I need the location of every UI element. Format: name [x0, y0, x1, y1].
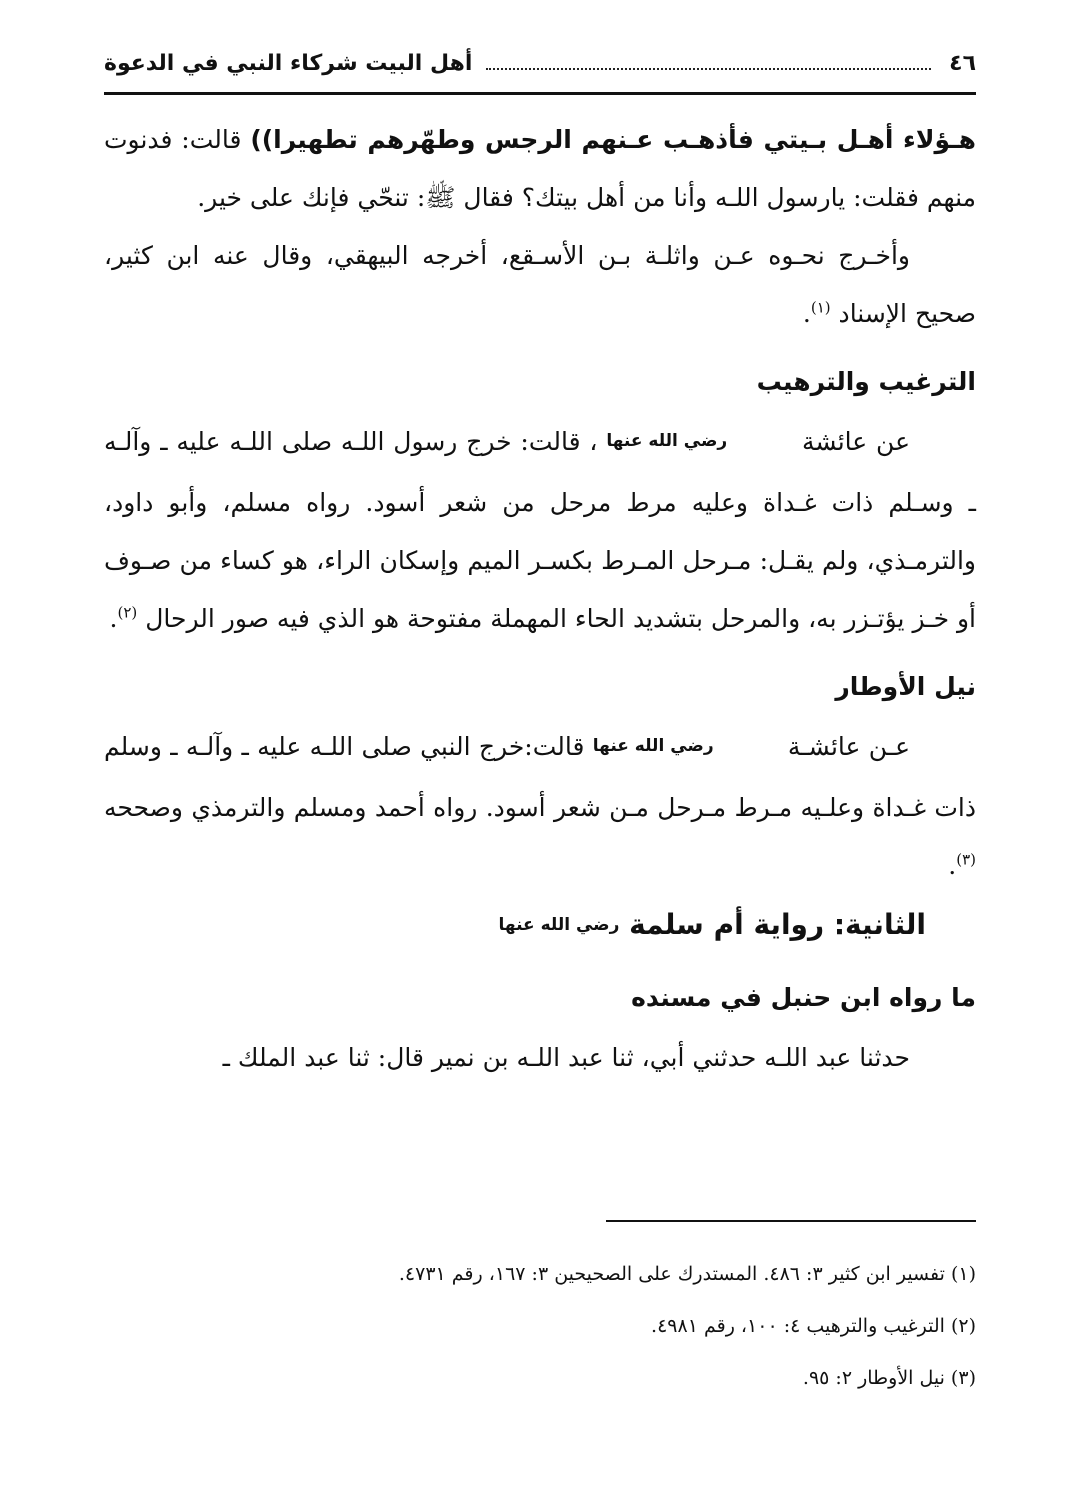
- paragraph-end: .: [948, 851, 957, 880]
- footnote-1: (١) تفسير ابن كثير ٣: ٤٨٦. المستدرك على الصحيحين ٣: ١٦٧، رقم ٤٧٣١.: [398, 1263, 976, 1285]
- paragraph-nayl: [104, 718, 976, 895]
- paragraph-end: .: [802, 299, 811, 328]
- running-header: [104, 40, 976, 86]
- paragraph-targhib: [104, 413, 976, 648]
- footnote-ref-3[interactable]: (٣): [956, 850, 976, 869]
- paragraph-text: وأخـرج نحـوه عـن واثلـة بـن الأسـقع، أخرجه البيهقي، وقال عنه ابن كثير، صحيح الإسناد: [104, 241, 976, 328]
- footnote-3: (٣) نيل الأوطار ٢: ٩٥.: [802, 1367, 976, 1389]
- paragraph-musnad: حدثنا عبد اللـه حدثني أبي، ثنا عبد اللـه بن نمير قال: ثنا عبد الملك ـ: [222, 1043, 910, 1072]
- footnote-2: (٢) الترغيب والترهيب ٤: ١٠٠، رقم ٤٩٨١.: [651, 1315, 976, 1337]
- quoted-verse: هـؤلاء أهـل بـيتي فأذهـب عـنهم الرجس وطهّرهم تطهيرا)): [250, 125, 977, 154]
- header-dot-leader: [486, 56, 931, 70]
- footnote-ref-2[interactable]: (٢): [117, 603, 138, 622]
- honorific-glyph: رضي الله عنها: [592, 736, 714, 756]
- main-heading-text: : رواية أم سلمة: [619, 908, 846, 941]
- section-heading-nayl: نيل الأوطار: [835, 672, 976, 701]
- paragraph-text: عـن عائشـة: [779, 732, 911, 761]
- paragraph-text: قالت:خرج النبي صلى اللـه عليه ـ وآلـه ـ وسلم ذات غـداة وعلـيه مـرط مـرحل مـن شعر أسود. رواه أحمد ومسلم والترمذي وصححه: [104, 732, 976, 822]
- footnotes: [104, 1248, 976, 1404]
- paragraph-text: عن عائشة: [793, 427, 910, 456]
- page-number: ٤٦: [949, 50, 976, 76]
- paragraph-end: .: [109, 604, 118, 633]
- footnote-separator: [606, 1220, 976, 1222]
- honorific-glyph: رضي الله عنها: [498, 915, 620, 935]
- paragraph-wathila: [104, 227, 976, 343]
- book-page: [104, 40, 976, 1460]
- honorific-glyph: رضي الله عنها: [606, 431, 728, 451]
- footnote-ref-1[interactable]: (١): [810, 298, 831, 317]
- section-heading-musnad: ما رواه ابن حنبل في مسنده: [631, 983, 976, 1012]
- running-title: أهل البيت شركاء النبي في الدعوة: [104, 50, 473, 76]
- paragraph-text: قالت: فدنوت منهم فقلت: يارسول اللـه وأنا من أهل بيتك؟ فقال ﷺ: تنحّي فإنك على خير.: [104, 125, 976, 212]
- main-heading-umm-salama: [104, 895, 976, 959]
- section-heading-targhib: الترغيب والترهيب: [756, 367, 976, 396]
- header-rule: [104, 92, 976, 95]
- paragraph-hadith-continuation: [104, 111, 976, 227]
- main-heading-label: الثانية: [845, 908, 926, 941]
- paragraph-text: ، قالت: خرج رسول اللـه صلى اللـه عليه ـ وآلـه ـ وسـلم ذات غـداة وعليه مرط مرحل من شعر أسود. رواه مسلم، وأبو داود، والترمـذي، ولم يقـل: مـرحل المـرط بكسـر الميم وإسكان الراء، هو كساء من صـوف أو خـز يؤتـزر به، والمرحل بتشديد الحاء المهملة مفتوحة هو الذي فيه صور الرحال: [104, 427, 976, 633]
